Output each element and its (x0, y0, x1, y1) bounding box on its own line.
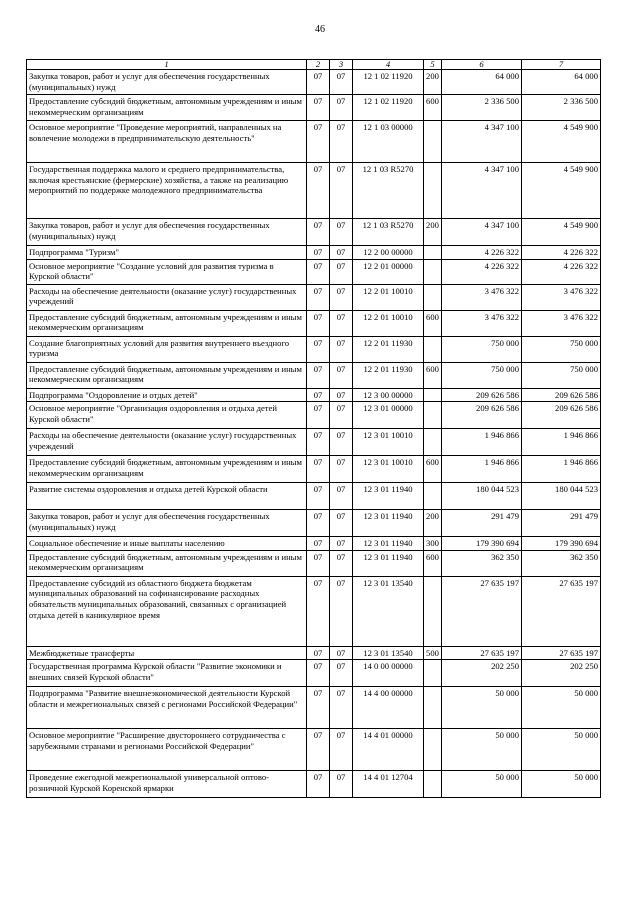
amount-year1-cell: 750 000 (442, 336, 522, 362)
expense-type-cell: 600 (424, 95, 442, 121)
expense-name-cell: Подпрограмма "Туризм" (27, 246, 307, 260)
subsection-code-cell: 07 (330, 336, 353, 362)
expense-type-cell (424, 388, 442, 402)
expense-type-cell (424, 687, 442, 729)
subsection-code-cell: 07 (330, 456, 353, 483)
table-row (27, 510, 601, 537)
target-article-cell: 12 3 01 11940 (353, 483, 424, 510)
table-row (27, 388, 601, 402)
expense-name-cell: Предоставление субсидий бюджетным, автономным учреждениям и иным некоммерческим организациям (27, 310, 307, 336)
target-article-cell: 12 3 01 13540 (353, 646, 424, 660)
subsection-code-cell: 07 (330, 284, 353, 310)
section-code-cell: 07 (307, 429, 330, 456)
section-code-cell: 07 (307, 336, 330, 362)
amount-year2-cell: 27 635 197 (522, 576, 601, 646)
section-code-cell: 07 (307, 163, 330, 219)
expense-name-cell: Закупка товаров, работ и услуг для обеспечения государственных (муниципальных) нужд (27, 219, 307, 246)
subsection-code-cell: 07 (330, 576, 353, 646)
expense-name-cell: Закупка товаров, работ и услуг для обеспечения государственных (муниципальных) нужд (27, 510, 307, 537)
amount-year1-cell: 50 000 (442, 729, 522, 771)
amount-year2-cell: 180 044 523 (522, 483, 601, 510)
amount-year2-cell: 291 479 (522, 510, 601, 537)
table-row (27, 362, 601, 388)
amount-year2-cell: 2 336 500 (522, 95, 601, 121)
target-article-cell: 12 3 01 13540 (353, 576, 424, 646)
expense-type-cell: 300 (424, 537, 442, 551)
subsection-code-cell: 07 (330, 246, 353, 260)
amount-year2-cell: 4 549 900 (522, 163, 601, 219)
subsection-code-cell: 07 (330, 537, 353, 551)
expense-type-cell: 500 (424, 646, 442, 660)
subsection-code-cell: 07 (330, 95, 353, 121)
amount-year2-cell: 27 635 197 (522, 646, 601, 660)
table-row (27, 259, 601, 284)
expense-type-cell (424, 259, 442, 284)
amount-year1-cell: 64 000 (442, 70, 522, 95)
column-header: 1 (27, 60, 307, 70)
expense-name-cell: Подпрограмма "Оздоровление и отдых детей" (27, 388, 307, 402)
amount-year2-cell: 3 476 322 (522, 310, 601, 336)
expense-type-cell (424, 121, 442, 163)
table-row (27, 310, 601, 336)
section-code-cell: 07 (307, 550, 330, 576)
section-code-cell: 07 (307, 284, 330, 310)
expense-type-cell (424, 576, 442, 646)
section-code-cell: 07 (307, 771, 330, 798)
expense-type-cell: 200 (424, 70, 442, 95)
amount-year1-cell: 180 044 523 (442, 483, 522, 510)
table-row (27, 660, 601, 687)
expense-type-cell (424, 246, 442, 260)
expense-type-cell (424, 429, 442, 456)
section-code-cell: 07 (307, 70, 330, 95)
target-article-cell: 14 4 00 00000 (353, 687, 424, 729)
expense-name-cell: Создание благоприятных условий для развития внутреннего въездного туризма (27, 336, 307, 362)
expense-name-cell: Подпрограмма "Развитие внешнеэкономической деятельности Курской области и межрегиональных связей с регионами Российской Федерации" (27, 687, 307, 729)
subsection-code-cell: 07 (330, 687, 353, 729)
column-header: 3 (330, 60, 353, 70)
amount-year1-cell: 50 000 (442, 687, 522, 729)
expense-name-cell: Расходы на обеспечение деятельности (оказание услуг) государственных учреждений (27, 429, 307, 456)
target-article-cell: 12 3 01 10010 (353, 429, 424, 456)
subsection-code-cell: 07 (330, 729, 353, 771)
section-code-cell: 07 (307, 95, 330, 121)
target-article-cell: 12 1 02 11920 (353, 70, 424, 95)
expense-type-cell (424, 660, 442, 687)
table-row (27, 576, 601, 646)
amount-year2-cell: 4 226 322 (522, 246, 601, 260)
amount-year2-cell: 1 946 866 (522, 429, 601, 456)
expense-name-cell: Основное мероприятие "Расширение двустороннего сотрудничества с зарубежными странами и регионами Российской Федерации" (27, 729, 307, 771)
table-row (27, 219, 601, 246)
section-code-cell: 07 (307, 660, 330, 687)
subsection-code-cell: 07 (330, 483, 353, 510)
expense-type-cell: 200 (424, 510, 442, 537)
expense-name-cell: Предоставление субсидий бюджетным, автономным учреждениям и иным некоммерческим организациям (27, 456, 307, 483)
amount-year2-cell: 4 226 322 (522, 259, 601, 284)
target-article-cell: 12 3 01 11940 (353, 537, 424, 551)
column-number-row (27, 60, 601, 70)
target-article-cell: 14 4 01 12704 (353, 771, 424, 798)
target-article-cell: 12 1 03 R5270 (353, 163, 424, 219)
subsection-code-cell: 07 (330, 388, 353, 402)
expense-type-cell (424, 336, 442, 362)
section-code-cell: 07 (307, 510, 330, 537)
subsection-code-cell: 07 (330, 362, 353, 388)
expense-type-cell: 200 (424, 219, 442, 246)
expense-name-cell: Основное мероприятие "Создание условий для развития туризма в Курской области" (27, 259, 307, 284)
amount-year2-cell: 202 250 (522, 660, 601, 687)
amount-year2-cell: 50 000 (522, 729, 601, 771)
table-row (27, 646, 601, 660)
table-row (27, 121, 601, 163)
subsection-code-cell: 07 (330, 510, 353, 537)
amount-year2-cell: 209 626 586 (522, 402, 601, 429)
section-code-cell: 07 (307, 402, 330, 429)
amount-year1-cell: 1 946 866 (442, 429, 522, 456)
target-article-cell: 12 2 01 00000 (353, 259, 424, 284)
expense-type-cell: 600 (424, 456, 442, 483)
table-row (27, 483, 601, 510)
amount-year1-cell: 4 347 100 (442, 219, 522, 246)
expense-name-cell: Проведение ежегодной межрегиональной универсальной оптово-розничной Курской Коренской ярмарки (27, 771, 307, 798)
section-code-cell: 07 (307, 729, 330, 771)
section-code-cell: 07 (307, 362, 330, 388)
expense-name-cell: Предоставление субсидий бюджетным, автономным учреждениям и иным некоммерческим организациям (27, 95, 307, 121)
expense-name-cell: Закупка товаров, работ и услуг для обеспечения государственных (муниципальных) нужд (27, 70, 307, 95)
amount-year2-cell: 50 000 (522, 687, 601, 729)
table-row (27, 729, 601, 771)
expense-type-cell (424, 163, 442, 219)
subsection-code-cell: 07 (330, 429, 353, 456)
subsection-code-cell: 07 (330, 646, 353, 660)
table-row (27, 429, 601, 456)
expense-type-cell: 600 (424, 550, 442, 576)
expense-name-cell: Государственная поддержка малого и среднего предпринимательства, включая крестьянские (фермерские) хозяйства, а также на реализацию мероприятий по поддержке молодежного предпринимательства (27, 163, 307, 219)
section-code-cell: 07 (307, 388, 330, 402)
amount-year1-cell: 362 350 (442, 550, 522, 576)
expense-name-cell: Предоставление субсидий бюджетным, автономным учреждениям и иным некоммерческим организациям (27, 550, 307, 576)
amount-year1-cell: 202 250 (442, 660, 522, 687)
target-article-cell: 12 2 01 10010 (353, 284, 424, 310)
target-article-cell: 12 2 00 00000 (353, 246, 424, 260)
amount-year2-cell: 1 946 866 (522, 456, 601, 483)
expense-name-cell: Расходы на обеспечение деятельности (оказание услуг) государственных учреждений (27, 284, 307, 310)
table-row (27, 163, 601, 219)
amount-year1-cell: 4 226 322 (442, 259, 522, 284)
amount-year1-cell: 750 000 (442, 362, 522, 388)
amount-year1-cell: 1 946 866 (442, 456, 522, 483)
expense-type-cell: 600 (424, 362, 442, 388)
expense-type-cell (424, 483, 442, 510)
column-header: 4 (353, 60, 424, 70)
table-row (27, 336, 601, 362)
target-article-cell: 12 2 01 11930 (353, 336, 424, 362)
budget-table (26, 59, 601, 798)
section-code-cell: 07 (307, 259, 330, 284)
column-header: 6 (442, 60, 522, 70)
expense-name-cell: Социальное обеспечение и иные выплаты населению (27, 537, 307, 551)
target-article-cell: 12 3 01 11940 (353, 550, 424, 576)
amount-year2-cell: 750 000 (522, 362, 601, 388)
subsection-code-cell: 07 (330, 660, 353, 687)
expense-type-cell (424, 729, 442, 771)
section-code-cell: 07 (307, 219, 330, 246)
table-row (27, 687, 601, 729)
expense-type-cell (424, 284, 442, 310)
expense-name-cell: Государственная программа Курской области "Развитие экономики и внешних связей Курской области" (27, 660, 307, 687)
amount-year2-cell: 50 000 (522, 771, 601, 798)
column-header: 7 (522, 60, 601, 70)
expense-name-cell: Развитие системы оздоровления и отдыха детей Курской области (27, 483, 307, 510)
amount-year1-cell: 3 476 322 (442, 310, 522, 336)
section-code-cell: 07 (307, 456, 330, 483)
section-code-cell: 07 (307, 483, 330, 510)
section-code-cell: 07 (307, 537, 330, 551)
expense-name-cell: Межбюджетные трансферты (27, 646, 307, 660)
expense-name-cell: Предоставление субсидий из областного бюджета бюджетам муниципальных образований на софинансирование расходных обязательств муниципальных образований, связанных с организацией отдыха детей в каникулярное время (27, 576, 307, 646)
section-code-cell: 07 (307, 246, 330, 260)
section-code-cell: 07 (307, 646, 330, 660)
table-row (27, 550, 601, 576)
amount-year2-cell: 4 549 900 (522, 219, 601, 246)
target-article-cell: 12 1 02 11920 (353, 95, 424, 121)
amount-year2-cell: 209 626 586 (522, 388, 601, 402)
section-code-cell: 07 (307, 121, 330, 163)
amount-year1-cell: 4 226 322 (442, 246, 522, 260)
table-row (27, 95, 601, 121)
subsection-code-cell: 07 (330, 310, 353, 336)
expense-type-cell: 600 (424, 310, 442, 336)
column-header: 5 (424, 60, 442, 70)
table-body (27, 70, 601, 798)
table-row (27, 246, 601, 260)
subsection-code-cell: 07 (330, 163, 353, 219)
amount-year2-cell: 3 476 322 (522, 284, 601, 310)
amount-year2-cell: 362 350 (522, 550, 601, 576)
target-article-cell: 12 3 01 10010 (353, 456, 424, 483)
amount-year2-cell: 750 000 (522, 336, 601, 362)
target-article-cell: 12 1 03 R5270 (353, 219, 424, 246)
column-header: 2 (307, 60, 330, 70)
expense-name-cell: Основное мероприятие "Организация оздоровления и отдыха детей Курской области" (27, 402, 307, 429)
page-number: 46 (315, 24, 325, 35)
target-article-cell: 14 0 00 00000 (353, 660, 424, 687)
amount-year2-cell: 64 000 (522, 70, 601, 95)
amount-year1-cell: 209 626 586 (442, 388, 522, 402)
amount-year1-cell: 179 390 694 (442, 537, 522, 551)
target-article-cell: 12 3 00 00000 (353, 388, 424, 402)
expense-name-cell: Предоставление субсидий бюджетным, автономным учреждениям и иным некоммерческим организациям (27, 362, 307, 388)
subsection-code-cell: 07 (330, 550, 353, 576)
amount-year2-cell: 4 549 900 (522, 121, 601, 163)
target-article-cell: 12 3 01 00000 (353, 402, 424, 429)
table-row (27, 284, 601, 310)
amount-year1-cell: 291 479 (442, 510, 522, 537)
section-code-cell: 07 (307, 576, 330, 646)
subsection-code-cell: 07 (330, 259, 353, 284)
target-article-cell: 12 2 01 11930 (353, 362, 424, 388)
section-code-cell: 07 (307, 310, 330, 336)
subsection-code-cell: 07 (330, 70, 353, 95)
table-row (27, 537, 601, 551)
target-article-cell: 14 4 01 00000 (353, 729, 424, 771)
amount-year1-cell: 209 626 586 (442, 402, 522, 429)
target-article-cell: 12 2 01 10010 (353, 310, 424, 336)
expense-name-cell: Основное мероприятие "Проведение мероприятий, направленных на вовлечение молодежи в предпринимательскую деятельность" (27, 121, 307, 163)
expense-type-cell (424, 771, 442, 798)
subsection-code-cell: 07 (330, 771, 353, 798)
table-row (27, 456, 601, 483)
subsection-code-cell: 07 (330, 402, 353, 429)
table-row (27, 402, 601, 429)
amount-year1-cell: 50 000 (442, 771, 522, 798)
amount-year1-cell: 4 347 100 (442, 163, 522, 219)
section-code-cell: 07 (307, 687, 330, 729)
amount-year2-cell: 179 390 694 (522, 537, 601, 551)
amount-year1-cell: 2 336 500 (442, 95, 522, 121)
table-row (27, 771, 601, 798)
amount-year1-cell: 27 635 197 (442, 646, 522, 660)
table-row (27, 70, 601, 95)
target-article-cell: 12 1 03 00000 (353, 121, 424, 163)
subsection-code-cell: 07 (330, 121, 353, 163)
amount-year1-cell: 27 635 197 (442, 576, 522, 646)
expense-type-cell (424, 402, 442, 429)
target-article-cell: 12 3 01 11940 (353, 510, 424, 537)
amount-year1-cell: 3 476 322 (442, 284, 522, 310)
subsection-code-cell: 07 (330, 219, 353, 246)
amount-year1-cell: 4 347 100 (442, 121, 522, 163)
